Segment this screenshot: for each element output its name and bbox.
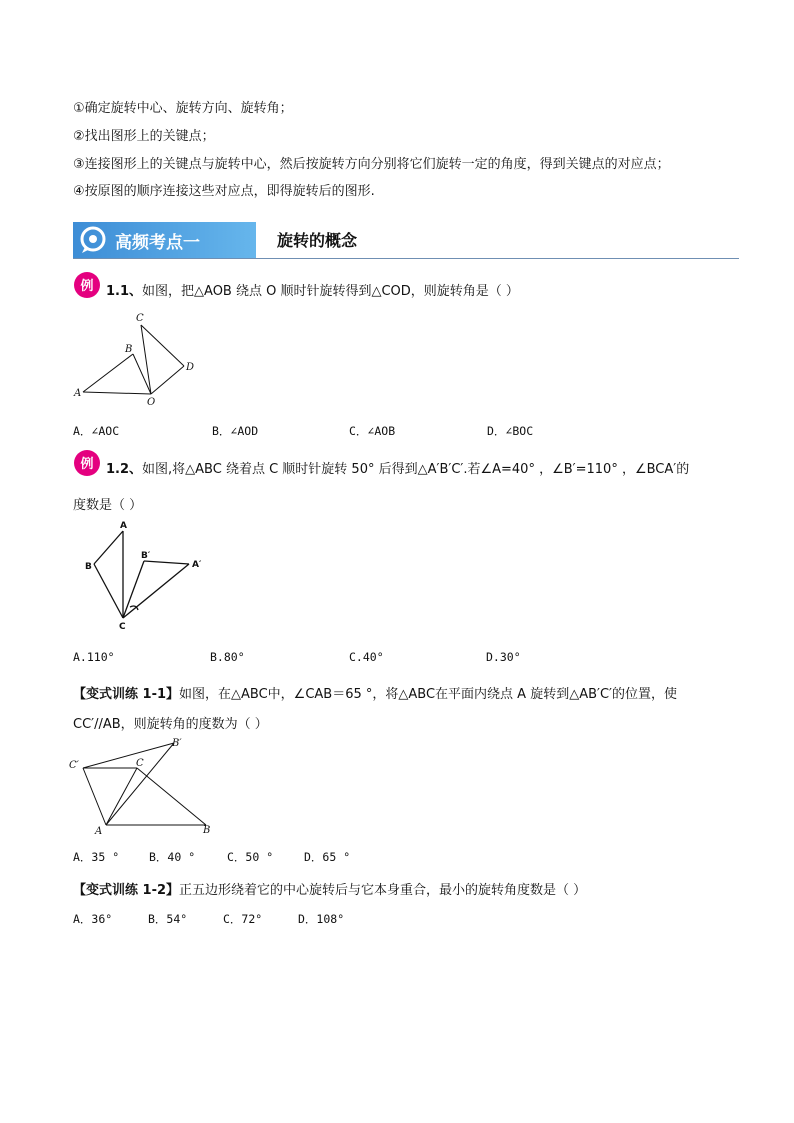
option-d[interactable]: D.30° (486, 650, 521, 664)
segment-AB2 (106, 743, 174, 825)
variant-1-1-line-1 (73, 683, 677, 702)
question-text: 如图,将△ABC 绕着点 C 顺时针旋转 50° 后得到△A′B′C′.若∠A=40° ，∠B′=110° ，∠BCA′的 (142, 462, 690, 477)
label-A-prime: A′ (192, 560, 202, 570)
option-a[interactable]: A.110° (73, 650, 115, 664)
step-4: ④按原图的顺序连接这些对应点，即得旋转后的图形. (73, 184, 375, 199)
label-C-prime: C′ (69, 760, 79, 771)
question-number: 1.2、 (106, 462, 143, 477)
segment-AB (94, 531, 123, 564)
option-d[interactable]: D．108° (298, 912, 345, 926)
label-D: D (186, 362, 195, 373)
label-O: O (147, 397, 156, 408)
variant-1-1-line-2: CC′//AB，则旋转角的度数为（ ） (73, 717, 268, 732)
variant-1-2 (73, 879, 586, 898)
step-2: ②找出图形上的关键点； (73, 129, 215, 144)
section-title: 旋转的概念 (277, 231, 358, 250)
option-b[interactable]: B.80° (210, 650, 245, 664)
options-1-2 (73, 650, 573, 666)
question-1-1 (106, 280, 519, 299)
label-A: A (120, 521, 127, 531)
question-1-2-line-2: 度数是（ ） (73, 498, 143, 513)
option-c[interactable]: C.40° (349, 650, 384, 664)
segment-BC (94, 564, 123, 618)
options-variant-1-2 (73, 911, 473, 927)
option-b[interactable]: B．54° (148, 912, 188, 926)
option-a[interactable]: A．∠AOC (73, 424, 120, 438)
section-banner-label: 高频考点一 (115, 233, 200, 253)
step-1: ①确定旋转中心、旋转方向、旋转角； (73, 101, 293, 116)
label-B: B (125, 344, 133, 355)
segment-C2B2 (83, 743, 174, 768)
figure-variant-1-1 (66, 734, 226, 836)
option-a[interactable]: A．35 ° (73, 850, 120, 864)
label-C: C (119, 622, 126, 632)
option-c[interactable]: C．72° (223, 912, 263, 926)
segment-AO (83, 392, 151, 394)
variant-text: 正五边形绕着它的中心旋转后与它本身重合，最小的旋转角度数是（ ） (179, 883, 587, 898)
example-badge-icon (73, 271, 101, 299)
variant-tag: 【变式训练 1-1】 (73, 687, 180, 702)
label-B-prime: B′ (141, 551, 151, 561)
option-a[interactable]: A．36° (73, 912, 113, 926)
section-divider (73, 258, 739, 259)
segment-B2A2 (144, 561, 189, 564)
segment-AB (83, 354, 133, 392)
example-badge-icon (73, 449, 101, 477)
option-d[interactable]: D．∠BOC (487, 424, 534, 438)
variant-tag: 【变式训练 1-2】 (73, 883, 180, 898)
option-c[interactable]: C．50 ° (227, 850, 274, 864)
label-C: C (136, 313, 144, 324)
label-A: A (74, 388, 82, 399)
option-b[interactable]: B．∠AOD (212, 424, 259, 438)
segment-CB (137, 768, 206, 825)
label-B: B (85, 562, 92, 572)
options-1-1 (73, 423, 573, 439)
question-text: 如图，把△AOB 绕点 O 顺时针旋转得到△COD，则旋转角是（ ） (142, 284, 519, 299)
figure-1-1 (66, 310, 206, 410)
segment-CD (141, 325, 184, 366)
option-c[interactable]: C．∠AOB (349, 424, 396, 438)
figure-1-2 (76, 518, 216, 633)
label-B: B (203, 825, 211, 836)
segment-DO (151, 366, 184, 394)
segment-AC (106, 768, 137, 825)
segment-C2A (83, 768, 106, 825)
question-1-2-line-1 (106, 458, 689, 477)
label-A: A (95, 826, 103, 836)
option-d[interactable]: D．65 ° (304, 850, 351, 864)
variant-text: 如图，在△ABC中，∠CAB＝65 °，将△ABC在平面内绕点 A 旋转到△AB′C′的位置，使 (179, 687, 677, 702)
badge-char: 例 (80, 279, 94, 294)
section-banner (73, 222, 256, 258)
label-B-prime: B′ (172, 738, 182, 749)
step-3: ③连接图形上的关键点与旋转中心，然后按旋转方向分别将它们旋转一定的角度，得到关键点的对应点； (73, 157, 670, 172)
label-C: C (136, 758, 144, 769)
badge-char: 例 (80, 457, 94, 472)
search-bubble-icon (79, 226, 109, 254)
option-b[interactable]: B．40 ° (149, 850, 196, 864)
question-number: 1.1、 (106, 284, 143, 299)
options-variant-1-1 (73, 849, 473, 865)
